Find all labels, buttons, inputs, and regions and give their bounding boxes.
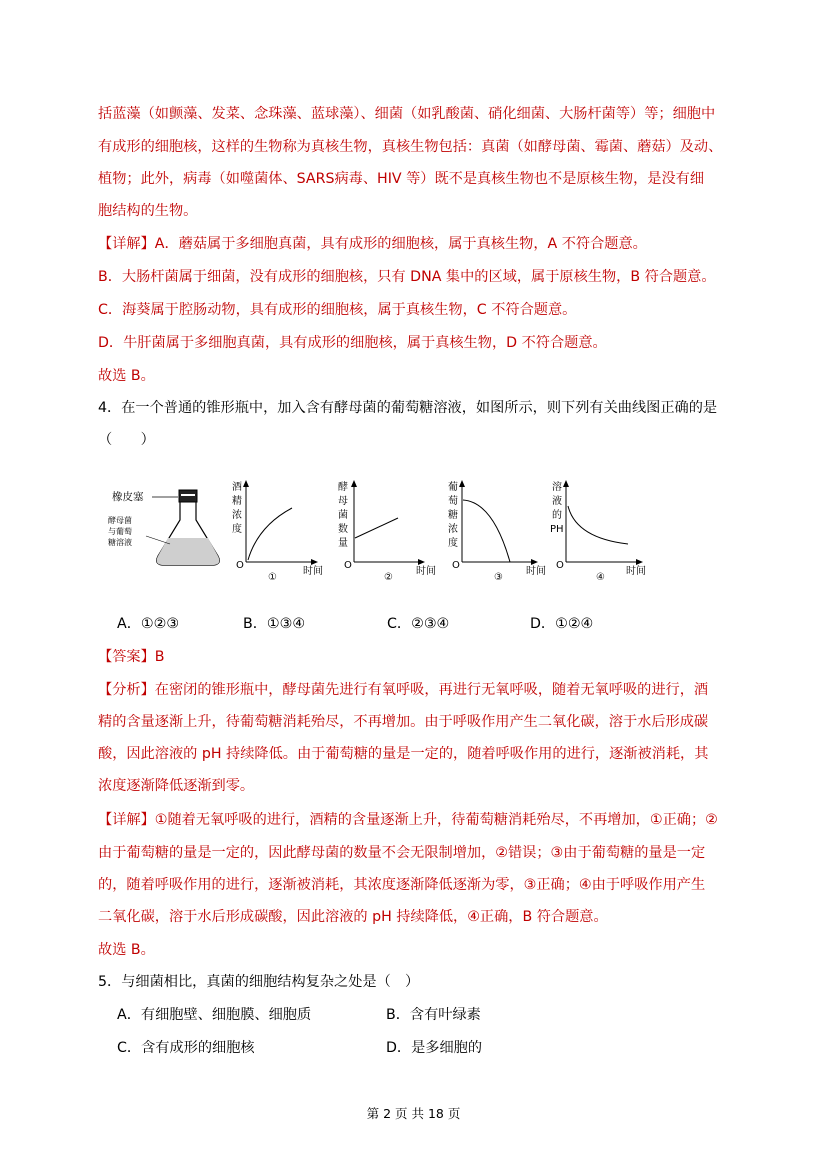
- graph-2-origin: O: [344, 560, 352, 571]
- choice-line: 故选 B。: [98, 368, 155, 384]
- q4-option-c[interactable]: C．②③④: [387, 616, 450, 632]
- question-5-stem: 5．与细菌相比，真菌的细胞结构复杂之处是（ ）: [98, 974, 420, 990]
- detail-line: 【详解】A．蘑菇属于多细胞真菌，具有成形的细胞核，属于真核生物，A 不符合题意。: [98, 236, 647, 252]
- svg-text:菌: 菌: [338, 510, 348, 521]
- graph-4-curve: [568, 506, 628, 544]
- graph-3-curve: [463, 500, 510, 562]
- analysis-line: 酸，因此溶液的 pH 持续降低。由于葡萄糖的量是一定的，随着呼吸作用的进行，逐渐被消耗，其: [98, 746, 709, 762]
- explanation-line: 有成形的细胞核，这样的生物称为真核生物，真核生物包括：真菌（如酵母菌、霉菌、蘑菇）及动、: [98, 139, 723, 155]
- svg-text:量: 量: [338, 538, 348, 549]
- detail-line: 由于葡萄糖的量是一定的，因此酵母菌的数量不会无限制增加，②错误；③由于葡萄糖的量是一定: [98, 845, 706, 861]
- choice-line: 故选 B。: [98, 942, 155, 958]
- svg-text:萄: 萄: [448, 496, 458, 507]
- svg-text:数: 数: [338, 524, 348, 535]
- graph-3-ylabel: 葡: [448, 482, 458, 493]
- question-4-stem: 4．在一个普通的锥形瓶中，加入含有酵母菌的葡萄糖溶液，如图所示，则下列有关曲线图正确的是: [98, 400, 718, 416]
- graph-1: [232, 480, 323, 583]
- analysis-line: 精的含量逐渐上升，待葡萄糖消耗殆尽，不再增加。由于呼吸作用产生二氧化碳，溶于水后形成碳: [98, 714, 709, 730]
- explanation-line: 胞结构的生物。: [98, 203, 198, 219]
- graph-3-number: ③: [494, 572, 503, 583]
- graph-4-origin: O: [556, 560, 564, 571]
- solution-label-line: 与葡萄: [108, 527, 132, 536]
- graph-4-number: ④: [596, 572, 605, 583]
- q5-option-d[interactable]: D．是多细胞的: [386, 1040, 483, 1056]
- question-4-figure: [108, 478, 668, 588]
- svg-text:液: 液: [552, 496, 562, 507]
- svg-text:糖: 糖: [448, 510, 458, 521]
- svg-text:度: 度: [448, 538, 458, 549]
- q4-option-d[interactable]: D．①②④: [530, 616, 594, 632]
- flask-illustration: [108, 490, 219, 565]
- graph-2-ylabel: 酵: [338, 482, 348, 493]
- graph-2-xlabel: 时间: [416, 566, 436, 577]
- graph-1-origin: O: [236, 560, 244, 571]
- explanation-line: 括蓝藻（如颤藻、发菜、念珠藻、蓝球藻）、细菌（如乳酸菌、硝化细菌、大肠杆菌等）等；细胞中: [98, 106, 716, 122]
- detail-line: C．海葵属于腔肠动物，具有成形的细胞核，属于真核生物，C 不符合题意。: [98, 302, 577, 318]
- graph-3-origin: O: [452, 560, 460, 571]
- q5-option-c[interactable]: C．含有成形的细胞核: [117, 1040, 255, 1056]
- page-footer: 第 2 页 共 18 页: [366, 1106, 461, 1121]
- detail-line: B．大肠杆菌属于细菌，没有成形的细胞核，只有 DNA 集中的区域，属于原核生物，B 符合题意。: [98, 269, 716, 285]
- detail-line: 二氧化碳，溶于水后形成碳酸，因此溶液的 pH 持续降低，④正确，B 符合题意。: [98, 909, 608, 925]
- svg-text:的: 的: [552, 510, 562, 521]
- svg-text:度: 度: [232, 524, 242, 535]
- analysis-line: 浓度逐渐降低逐渐到零。: [98, 778, 255, 794]
- q5-option-b[interactable]: B．含有叶绿素: [386, 1007, 481, 1023]
- graph-2-curve: [355, 518, 398, 538]
- graph-2-number: ②: [384, 572, 393, 583]
- solution-label-line: 酵母菌: [108, 516, 132, 525]
- graph-1-number: ①: [268, 572, 277, 583]
- graph-4-ylabel: 溶: [552, 482, 562, 493]
- svg-text:浓: 浓: [232, 510, 242, 521]
- svg-text:浓: 浓: [448, 524, 458, 535]
- graph-4: [550, 480, 646, 583]
- q5-option-a[interactable]: A．有细胞壁、细胞膜、细胞质: [117, 1007, 312, 1023]
- detail-line: D．牛肝菌属于多细胞真菌，具有成形的细胞核，属于真核生物，D 不符合题意。: [98, 335, 607, 351]
- graph-2: [338, 480, 436, 583]
- analysis-line: 【分析】在密闭的锥形瓶中，酵母菌先进行有氧呼吸，再进行无氧呼吸，随着无氧呼吸的进行，酒: [98, 682, 709, 698]
- graph-1-curve: [248, 508, 292, 560]
- svg-text:母: 母: [338, 496, 348, 507]
- graph-1-ylabel: 酒: [232, 482, 242, 493]
- detail-line: 的，随着呼吸作用的进行，逐渐被消耗，其浓度逐渐降低逐渐为零，③正确；④由于呼吸作用产生: [98, 877, 706, 893]
- svg-text:PH: PH: [550, 524, 564, 535]
- answer-line: 【答案】B: [98, 649, 165, 665]
- solution-label-line: 糖溶液: [108, 538, 132, 547]
- graph-3: [448, 480, 546, 583]
- graph-3-xlabel: 时间: [526, 566, 546, 577]
- graph-4-xlabel: 时间: [626, 566, 646, 577]
- graph-1-xlabel: 时间: [303, 566, 323, 577]
- question-4-blank: （ ）: [98, 432, 155, 448]
- detail-line: 【详解】①随着无氧呼吸的进行，酒精的含量逐渐上升，待葡萄糖消耗殆尽，不再增加，①正确；②: [98, 812, 718, 828]
- q4-option-a[interactable]: A．①②③: [117, 616, 180, 632]
- q4-option-b[interactable]: B．①③④: [243, 616, 306, 632]
- svg-text:精: 精: [232, 496, 242, 507]
- explanation-line: 植物；此外，病毒（如噬菌体、SARS病毒、HIV 等）既不是真核生物也不是原核生物，是没有细: [98, 171, 705, 187]
- stopper-label: 橡皮塞: [112, 491, 144, 503]
